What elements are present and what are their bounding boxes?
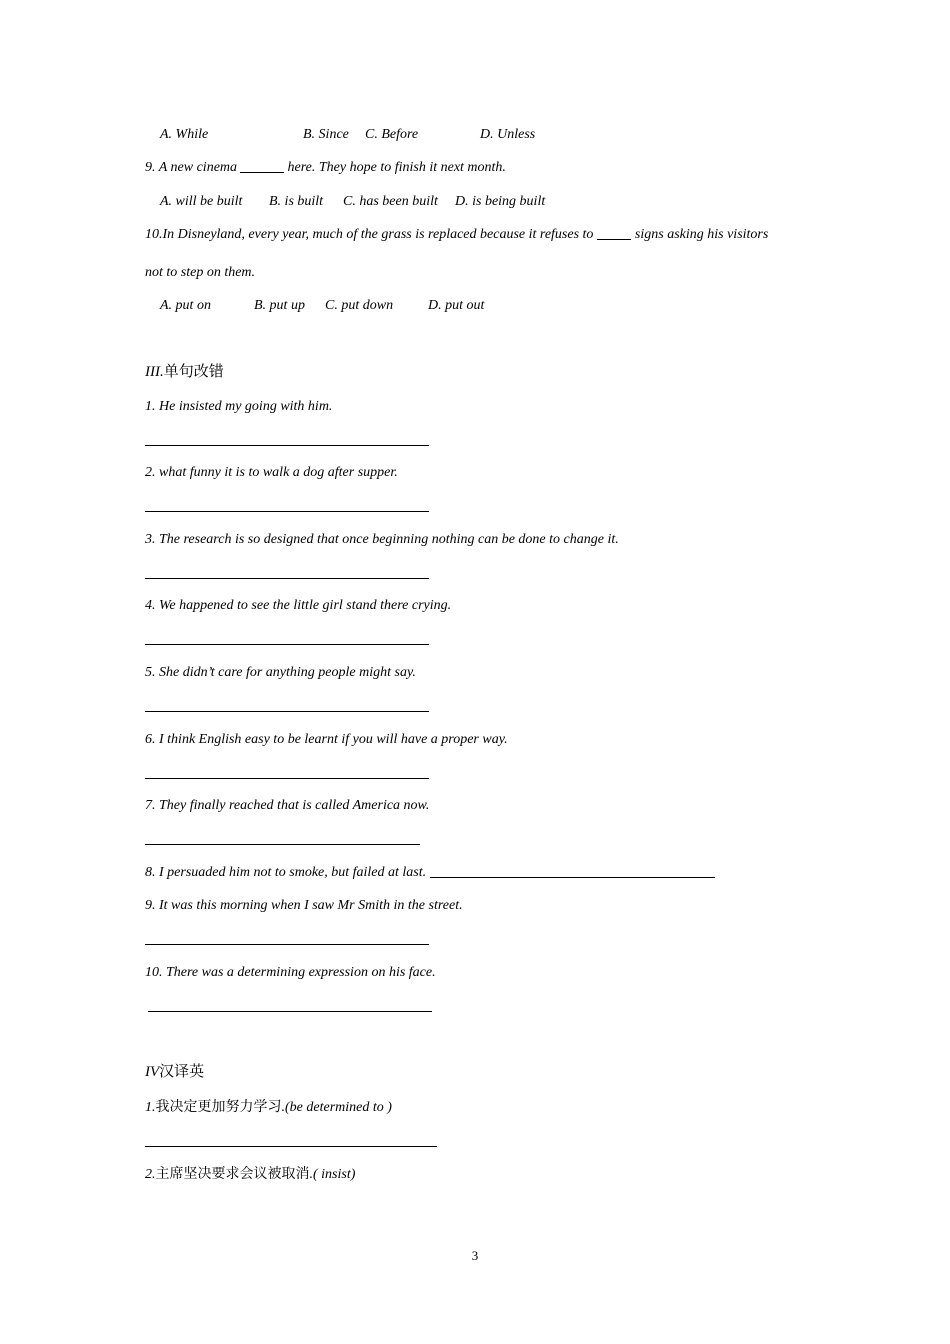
answer-line-8[interactable]	[430, 864, 715, 878]
correction-item-9: 9. It was this morning when I saw Mr Smith in the street.	[145, 898, 463, 913]
answer-line-4[interactable]	[145, 644, 429, 645]
translation-item-2	[145, 1166, 355, 1184]
translation-answer-line-1[interactable]	[145, 1146, 437, 1147]
answer-line-1[interactable]	[145, 445, 429, 446]
answer-line-6[interactable]	[145, 778, 429, 779]
q9-text-post: here. They hope to finish it next month.	[284, 160, 506, 175]
correction-item-2: 2. what funny it is to walk a dog after supper.	[145, 465, 398, 480]
section4-title: 汉译英	[159, 1064, 205, 1080]
section3-roman: III.	[145, 364, 164, 380]
q8-option-a: A. While	[160, 127, 209, 142]
answer-line-2[interactable]	[145, 511, 429, 512]
correction-item-8-text: 8. I persuaded him not to smoke, but failed at last.	[145, 865, 427, 880]
translation-item-2-zh: 主席坚决要求会议被取消	[155, 1167, 310, 1182]
translation-item-1	[145, 1099, 392, 1117]
answer-line-9[interactable]	[145, 944, 429, 945]
q10-question-line2: not to step on them.	[145, 265, 256, 280]
translation-item-1-zh: 我决定更加努力学习	[155, 1100, 282, 1115]
section4-heading	[145, 1063, 204, 1081]
q8-option-c: C. Before	[365, 127, 419, 142]
q10-option-b: B. put up	[254, 298, 305, 313]
section3-heading	[145, 363, 224, 381]
answer-line-5[interactable]	[145, 711, 429, 712]
answer-line-3[interactable]	[145, 578, 429, 579]
translation-item-1-hint: .(be determined to )	[281, 1100, 392, 1115]
q10-text-post: signs asking his visitors	[631, 227, 769, 242]
correction-item-4: 4. We happened to see the little girl stand there crying.	[145, 598, 452, 613]
q10-option-d: D. put out	[428, 298, 485, 313]
translation-item-1-num: 1.	[145, 1100, 156, 1115]
q10-question-line1	[145, 226, 768, 244]
q9-blank[interactable]	[240, 159, 284, 173]
correction-item-5: 5. She didn’t care for anything people might say.	[145, 665, 416, 680]
answer-line-7[interactable]	[145, 844, 420, 845]
q9-option-d: D. is being built	[455, 194, 546, 209]
q9-question	[145, 159, 506, 177]
answer-line-10[interactable]	[148, 1011, 432, 1012]
correction-item-7: 7. They finally reached that is called America now.	[145, 798, 430, 813]
q9-option-b: B. is built	[269, 194, 324, 209]
section3-title: 单句改错	[163, 364, 224, 380]
q9-text-pre: 9. A new cinema	[145, 160, 238, 175]
q10-option-c: C. put down	[325, 298, 394, 313]
q10-option-a: A. put on	[160, 298, 211, 313]
translation-item-2-hint: .( insist)	[309, 1167, 356, 1182]
correction-item-6: 6. I think English easy to be learnt if you will have a proper way.	[145, 732, 508, 747]
translation-item-2-num: 2.	[145, 1167, 156, 1182]
q9-option-a: A. will be built	[160, 194, 243, 209]
q8-option-b: B. Since	[303, 127, 349, 142]
page-number: 3	[471, 1248, 479, 1263]
correction-item-10: 10. There was a determining expression on his face.	[145, 965, 436, 980]
correction-item-1: 1. He insisted my going with him.	[145, 399, 333, 414]
correction-item-3: 3. The research is so designed that once beginning nothing can be done to change it.	[145, 532, 619, 547]
q9-option-c: C. has been built	[343, 194, 438, 209]
q8-option-d: D. Unless	[480, 127, 536, 142]
q10-blank[interactable]	[597, 226, 631, 240]
section4-roman: IV	[145, 1064, 160, 1080]
correction-item-8	[145, 864, 715, 882]
q10-text-pre: 10.In Disneyland, every year, much of the grass is replaced because it refuses to	[145, 227, 594, 242]
